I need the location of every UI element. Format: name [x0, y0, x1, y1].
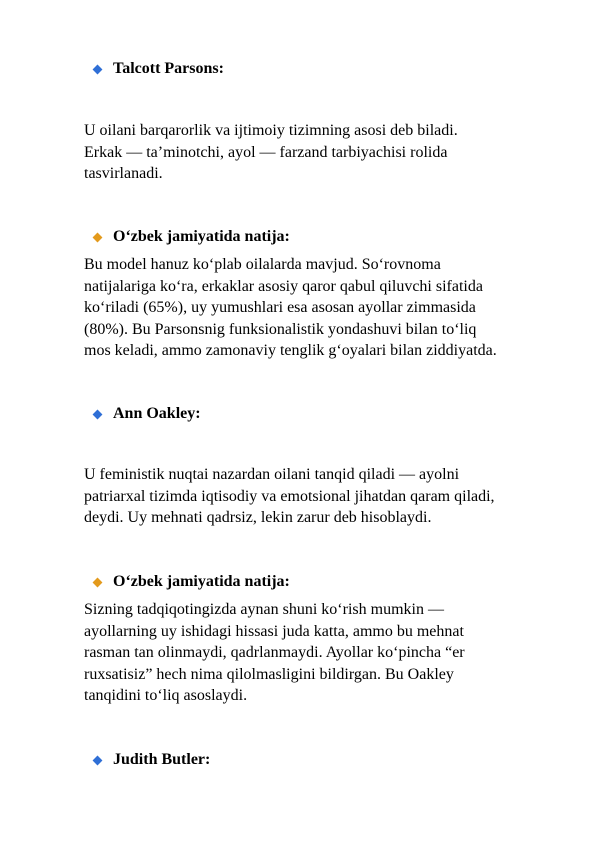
paragraph-line: tanqidini to‘liq asoslaydi. [84, 687, 248, 704]
blue-diamond-icon [93, 755, 103, 765]
paragraph-line: rasman tan olinmaydi, qadrlanmaydi. Ayollar ko‘pincha “er [84, 644, 465, 661]
paragraph-line: U oilani barqarorlik va ijtimoiy tizimning asosi deb biladi. [84, 122, 458, 139]
paragraph-line: Bu model hanuz ko‘plab oilalarda mavjud. So‘rovnoma [84, 256, 441, 273]
section-heading-ann-oakley [93, 405, 201, 423]
paragraph-line: patriarxal tizimda iqtisodiy va emotsional jihatdan qaram qiladi, [84, 487, 495, 505]
paragraph-uzbek-result-1 [84, 254, 564, 362]
paragraph-line: ko‘riladi (65%), uy yumushlari esa asosan ayollar zimmasida [84, 299, 476, 316]
paragraph-line: natijalariga ko‘ra, erkaklar asosiy qaror qabul qiluvchi sifatida [84, 277, 483, 295]
blue-diamond-icon [93, 64, 103, 74]
section-heading-uzbek-result-1 [93, 228, 290, 246]
paragraph-line: U feministik nuqtai nazardan oilani tanqid qiladi — ayolni [84, 466, 460, 483]
paragraph-line: (80%). Bu Parsonsnig funksionalistik yondashuvi bilan to‘liq [84, 320, 477, 338]
paragraph-line: ruxsatisiz” hech nima qilolmasligini bildirgan. Bu Oakley [84, 665, 454, 683]
paragraph-uzbek-result-2 [84, 599, 564, 707]
orange-diamond-icon [93, 577, 103, 587]
paragraph-line: tasvirlanadi. [84, 165, 163, 182]
paragraph-line: Erkak — ta’minotchi, ayol — farzand tarbiyachisi rolida [84, 143, 448, 161]
paragraph-line: ayollarning uy ishidagi hissasi juda katta, ammo bu mehnat [84, 622, 464, 640]
blue-diamond-icon [93, 409, 103, 419]
paragraph-line: Sizning tadqiqotingizda aynan shuni ko‘rish mumkin — [84, 601, 444, 618]
heading-text: Judith Butler: [113, 751, 211, 768]
section-heading-judith-butler [93, 751, 210, 769]
paragraph-line: mos keladi, ammo zamonaviy tenglik g‘oyalari bilan ziddiyatda. [84, 342, 497, 359]
orange-diamond-icon [93, 232, 103, 242]
section-heading-uzbek-result-2 [93, 573, 290, 591]
paragraph-oakley [84, 464, 564, 529]
section-heading-talcott-parsons [93, 60, 224, 78]
paragraph-line: deydi. Uy mehnati qadrsiz, lekin zarur deb hisoblaydi. [84, 509, 432, 526]
heading-text: Ann Oakley: [113, 405, 201, 422]
paragraph-parsons [84, 120, 564, 185]
heading-text: O‘zbek jamiyatida natija: [113, 573, 290, 590]
heading-text: O‘zbek jamiyatida natija: [113, 228, 290, 245]
heading-text: Talcott Parsons: [113, 60, 224, 77]
